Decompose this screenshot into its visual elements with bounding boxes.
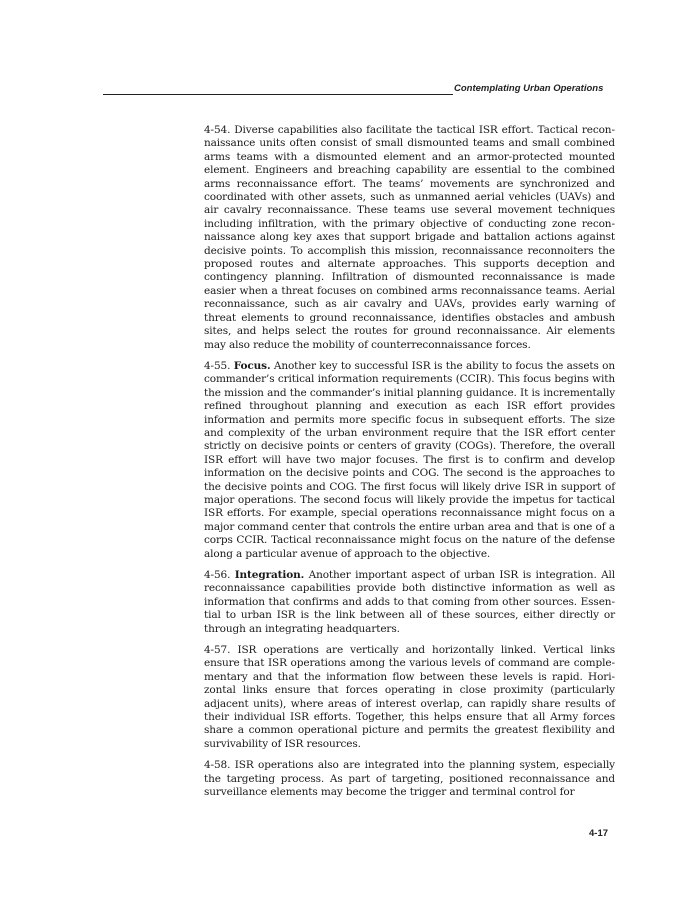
running-header-title: Contemplating Urban Operations: [454, 83, 604, 94]
paragraph-text: ISR operations are vertically and horizontally linked. Vertical links ensure that ISR operations among the various levels of command are complementary and that the information flow between these levels is rapid. Horizontal links ensure that forces operating in close proximity (particularly adjacent units), where areas of interest overlap, can rapidly share results of their individual ISR efforts. Together, this helps ensure that all Army forces share a common operational picture and permits the greatest flexibility and survivability of ISR resources.: [204, 644, 615, 750]
paragraph-number: 4-55.: [204, 359, 231, 372]
paragraph-text: ISR operations also are integrated into the planning system, especially the targeting process. As part of targeting, positioned reconnaissance and surveillance elements may become the trigger and terminal control for: [204, 759, 615, 799]
paragraph-number: 4-54.: [204, 124, 231, 136]
page-number: 4-17: [589, 828, 609, 839]
paragraph-4-54: [204, 124, 615, 352]
paragraph-4-56: [204, 569, 615, 636]
paragraph-number: 4-57.: [204, 644, 231, 657]
paragraph-4-58: [204, 759, 615, 799]
paragraph-heading-focus: Focus.: [233, 359, 271, 372]
paragraph-4-55: [204, 360, 615, 561]
paragraph-4-57: [204, 644, 615, 751]
paragraph-heading-integration: Integration.: [234, 569, 305, 581]
paragraph-text: Another important aspect of urban ISR is integration. All reconnaissance capabilities provide both distinctive information as well as information that confirms and adds to that coming from other sources. Essential to urban ISR is the link between all of these sources, either directly or through an integrating headquarters.: [204, 569, 616, 635]
page-body: [204, 124, 615, 808]
paragraph-text: Another key to successful ISR is the ability to focus the assets on commander’s critical information requirements (CCIR). This focus begins with the mission and the commander’s initial planning guidance. It is incrementally refined throughout planning and execution as each ISR effort provides information and permits more specific focus in subsequent efforts. The size and complexity of the urban environment require that the ISR effort center strictly on decisive points or centers of gravity (COGs). Therefore, the overall ISR effort will have two major focuses. The first is to confirm and develop information on the decisive points and COG. The second is the approaches to the decisive points and COG. The first focus will likely drive ISR in support of major operations. The second focus will likely provide the impetus for tactical ISR efforts. For example, special operations reconnaissance might focus on a major command center that controls the entire urban area and that is one of a corps CCIR. Tactical reconnaissance might focus on the nature of the defense along a particular avenue of approach to the objective.: [204, 359, 616, 560]
paragraph-number: 4-58.: [204, 759, 231, 772]
paragraph-text: Diverse capabilities also facilitate the tactical ISR effort. Tactical reconnaissance units often consist of small dismounted teams and small combined arms teams with a dismounted element and an armor-protected mounted element. Engineers and breaching capability are essential to the combined arms reconnaissance effort. The teams’ movements are synchronized and coordinated with other assets, such as unmanned aerial vehicles (UAVs) and air cavalry reconnaissance. These teams use several movement techniques including infiltration, with the primary objective of conducting zone reconnaissance along key axes that support brigade and battalion actions against decisive points. To accomplish this mission, reconnaissance reconnoiters the proposed routes and alternate approaches. This supports deception and contingency planning. Infiltration of dismounted reconnaissance is made easier when a threat focuses on combined arms reconnaissance teams. Aerial reconnaissance, such as air cavalry and UAVs, provides early warning of threat elements to ground reconnaissance, identifies obstacles and ambush sites, and helps select the routes for ground reconnaissance. Air elements may also reduce the mobility of counterreconnaissance forces.: [204, 124, 615, 351]
header-rule: [103, 94, 453, 95]
paragraph-number: 4-56.: [204, 569, 231, 581]
